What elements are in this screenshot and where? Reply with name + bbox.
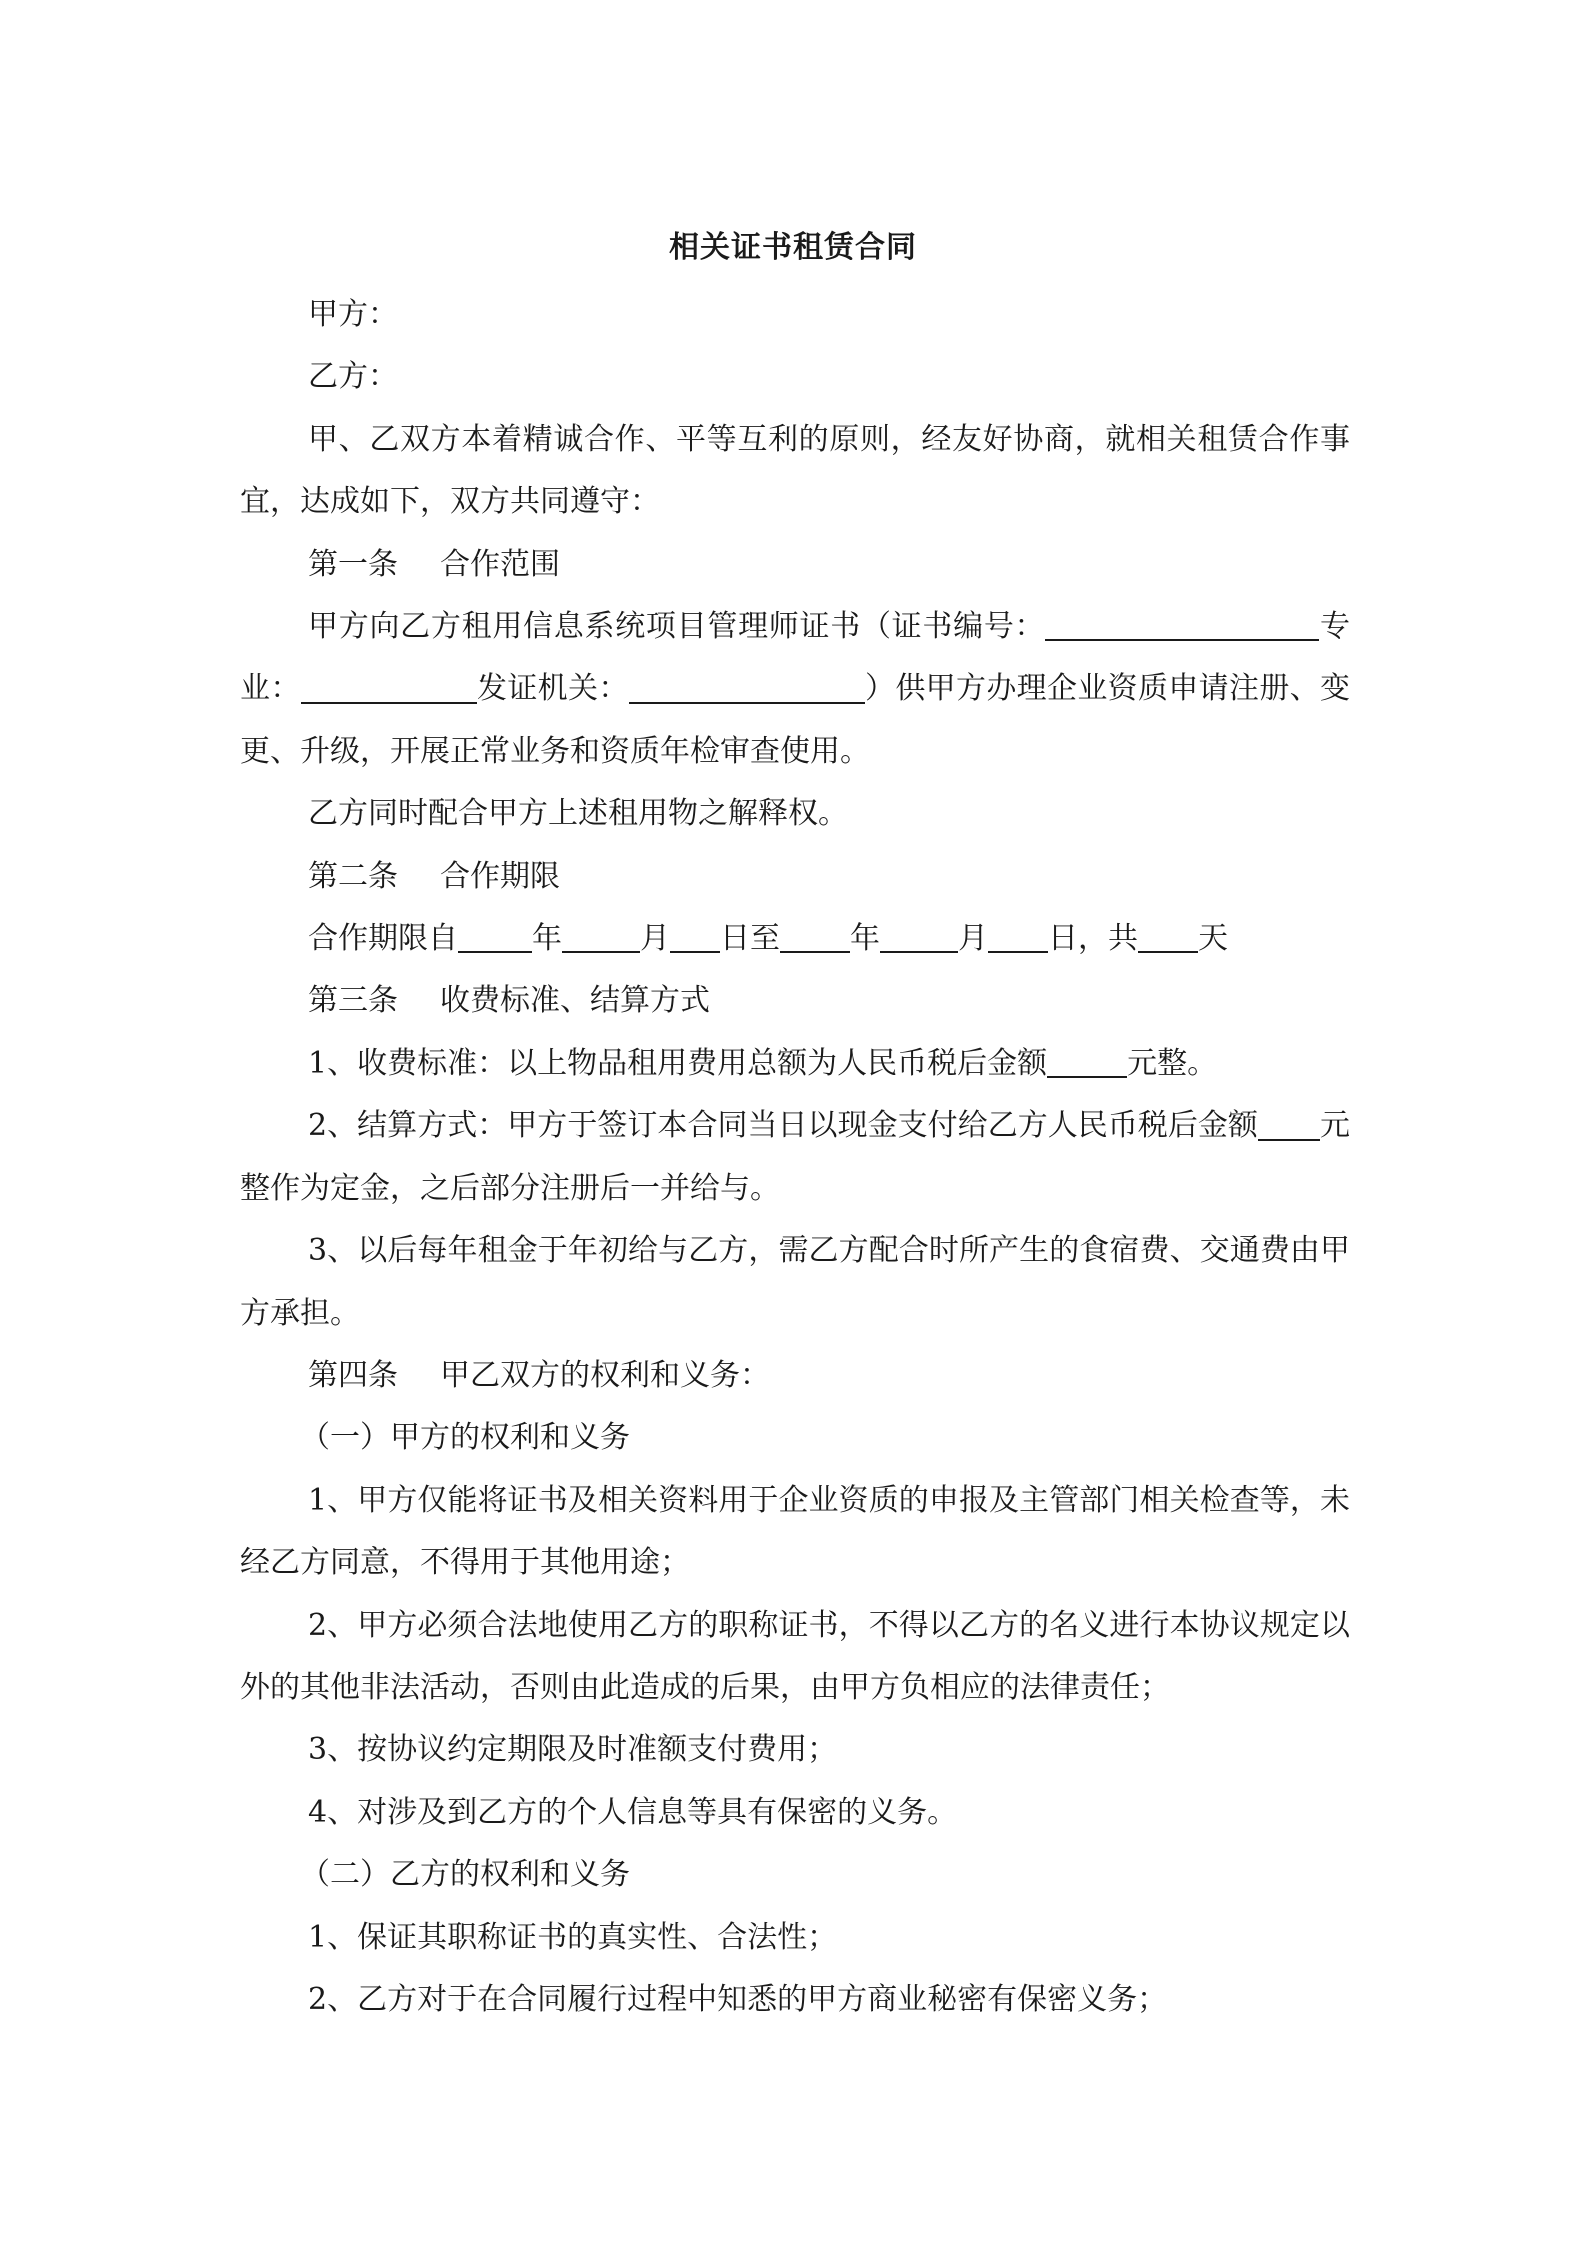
party-b-rights-heading: （二）乙方的权利和义务	[300, 1857, 630, 1893]
article-2-heading	[240, 846, 1350, 908]
article-number: 第二条	[308, 858, 398, 894]
text-segment: 甲方向乙方租用信息系统项目管理师证书（证书编号：	[308, 609, 1046, 645]
fee-standard-item	[240, 1033, 1350, 1095]
article-1-paragraph-2: 乙方同时配合甲方上述租用物之解释权。	[308, 796, 848, 832]
article-1-heading	[240, 534, 1350, 596]
text-segment: 年	[850, 921, 880, 957]
party-b-item-1: 1、保证其职称证书的真实性、合法性；	[308, 1919, 838, 1955]
article-3-heading	[240, 970, 1350, 1032]
end-year-blank	[780, 920, 850, 954]
party-a-item-4: 4、对涉及到乙方的个人信息等具有保密的义务。	[308, 1794, 958, 1830]
text-segment: 1、收费标准：以上物品租用费用总额为人民币税后金额	[308, 1045, 1048, 1081]
end-day-blank	[988, 920, 1048, 954]
party-a-item-3: 3、按协议约定期限及时准额支付费用；	[308, 1732, 838, 1768]
issuing-authority-blank	[629, 670, 865, 704]
article-1-paragraph-1	[240, 596, 1350, 783]
party-b-item-2: 2、乙方对于在合同履行过程中知悉的甲方商业秘密有保密义务；	[308, 1981, 1168, 2017]
end-month-blank	[880, 920, 958, 954]
text-segment: 合作期限自	[308, 921, 458, 957]
text-segment: 2、结算方式：甲方于签订本合同当日以现金支付给乙方人民币税后金额	[308, 1108, 1258, 1144]
text-segment: 发证机关：	[476, 671, 629, 707]
preamble-paragraph: 甲、乙双方本着精诚合作、平等互利的原则，经友好协商，就相关租赁合作事宜，达成如下，双方共同遵守：	[240, 421, 1350, 520]
text-segment: 月	[640, 921, 670, 957]
party-a-rights-heading: （一）甲方的权利和义务	[300, 1420, 630, 1456]
text-segment: 日，共	[1048, 921, 1138, 957]
certificate-number-blank	[1045, 608, 1319, 642]
text-segment: 元整作为定金，之后部分注册后一并给与。	[240, 1108, 1350, 1206]
party-a-line: 甲方：	[308, 297, 398, 332]
text-segment: 月	[958, 921, 988, 957]
article-title: 合作范围	[440, 546, 560, 582]
text-segment: ）供甲方办理企业资质申请注册、变更、升级，开展正常业务和资质年检审查使用。	[240, 671, 1351, 769]
annual-rent-item: 3、以后每年租金于年初给与乙方，需乙方配合时所产生的食宿费、交通费由甲方承担。	[240, 1233, 1350, 1331]
text-segment: 元整。	[1127, 1045, 1218, 1081]
article-title: 甲乙双方的权利和义务：	[440, 1357, 770, 1393]
text-segment: 天	[1198, 921, 1228, 957]
party-a-item-2: 2、甲方必须合法地使用乙方的职称证书，不得以乙方的名义进行本协议规定以外的其他非法活动，否则由此造成的后果，由甲方负相应的法律责任；	[240, 1607, 1350, 1705]
article-number: 第一条	[308, 546, 398, 582]
party-b-line: 乙方：	[308, 359, 398, 395]
article-number: 第三条	[308, 983, 398, 1019]
article-title: 收费标准、结算方式	[440, 983, 710, 1019]
text-segment: 日至	[720, 921, 780, 957]
article-4-heading	[240, 1345, 1350, 1407]
article-title: 合作期限	[440, 858, 560, 894]
start-month-blank	[562, 920, 640, 954]
document-title: 相关证书租赁合同	[669, 230, 917, 265]
settlement-item	[240, 1095, 1350, 1220]
start-year-blank	[458, 920, 532, 954]
term-period-line	[240, 908, 1350, 970]
deposit-amount-blank	[1258, 1107, 1320, 1141]
contract-body	[240, 284, 1350, 2031]
total-days-blank	[1138, 920, 1198, 954]
party-a-item-1: 1、甲方仅能将证书及相关资料用于企业资质的申报及主管部门相关检查等，未经乙方同意，不得用于其他用途；	[240, 1482, 1350, 1581]
article-number: 第四条	[308, 1357, 398, 1393]
start-day-blank	[670, 920, 720, 954]
major-blank	[301, 670, 477, 704]
total-amount-blank	[1047, 1045, 1127, 1079]
text-segment: 年	[532, 921, 562, 957]
text-segment: 专业：	[240, 609, 1351, 707]
